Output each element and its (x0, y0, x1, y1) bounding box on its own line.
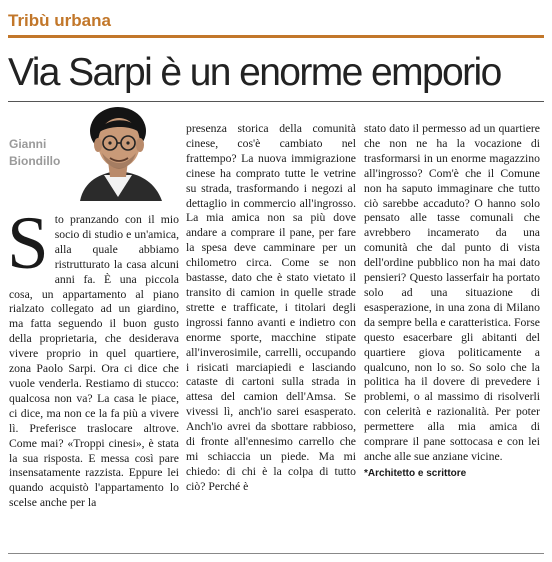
column-3-text: stato dato il permesso ad un quartiere che non ne ha la vocazione di trasformarsi in un enorme magazzino all'ingrosso? Com'è che il Comune non ha saputo immaginare che tutto ciò sarebbe accaduto? O hanno solo pensato alle tasse comunali che avrebbero incamerato da una comunità che dal punto di vista dell'ordine pubblico non ha mai dato pensieri? Questo lasserfair ha portato solo ad una situazione di esasperazione, in una zona di Milano da sempre bella e caratteristica. Forse questo esacerbare gli abitanti del quartiere giova politicamente a qualcuno, non lo so. So solo che la politica ha il dovere di prevedere i problemi, o al massimo di risolverli con celerità e razionalità. Per poter permettere alla mia amica di comprare il pane sottocasa e con lei anche alle sue anziane vicine. (364, 122, 540, 463)
author-first-name: Gianni (9, 137, 47, 151)
article-column-1 (7, 202, 179, 511)
author-last-name: Biondillo (9, 154, 61, 168)
section-label: Tribù urbana (8, 11, 111, 30)
article-column-2 (186, 122, 356, 495)
bottom-rule (8, 553, 544, 554)
author-portrait (58, 103, 180, 201)
headline: Via Sarpi è un enorme emporio (8, 51, 501, 94)
section-rule (8, 35, 544, 38)
drop-cap: S (7, 202, 49, 285)
headline-rule (8, 101, 544, 102)
column-2-text: presenza storica della comunità cinese, cos'è cambiato nel frattempo? La nuova immigrazione cinese ha comprato tutte le vetrine su strada, trasformando i negozi al dettaglio in commercio all'ingrosso. La mia amica non sa più dove andare a comprare il pane, per fare la spesa deve camminare per un chilometro circa. Come se non bastasse, dato che è stato vietato il transito di camion in quelle strade strette e trafficate, i titolari degli ingrossi fanno avanti e indietro con enorme sporte, macchine stipate all'inverosimile, carrelli, occupando i risicati marciapiedi e lasciando cataste di cartoni sulla strada in attesa del camion dell'Amsa. Se vivessi lì, anch'io sarei esasperato. Anch'io avrei da sbottare rabbioso, di fronte all'ennesimo carrello che mi schiaccia un piede. Ma mi chiedo: di chi è la colpa di tutto ciò? Perché è (186, 122, 356, 493)
column-1-text: to pranzando con il mio socio di studio e un'amica, alla quale abbiamo ristrutturato la casa alcuni anni fa. È una piccola cosa, un appartamento al piano rialzato collegato ad un giardino, ma fatta seguendo il buon gusto della proprietaria, che desiderava vivere proprio in quel quartiere, zona Paolo Sarpi. Ora ci dice che vuole venderla. Restiamo di stucco: qualcosa non va? La casa le piace, ci dice, ma non ce la fa più a vivere lì. Preferisce traslocare altrove. Come mai? «Troppi cinesi», è stata la sua risposta. E messa così pare insensatamente razzista. Eppure lei quando acquistò l'appartamento lo scelse anche per la (9, 213, 179, 510)
article-column-3 (364, 122, 540, 482)
author-signature: *Architetto e scrittore (364, 467, 467, 479)
